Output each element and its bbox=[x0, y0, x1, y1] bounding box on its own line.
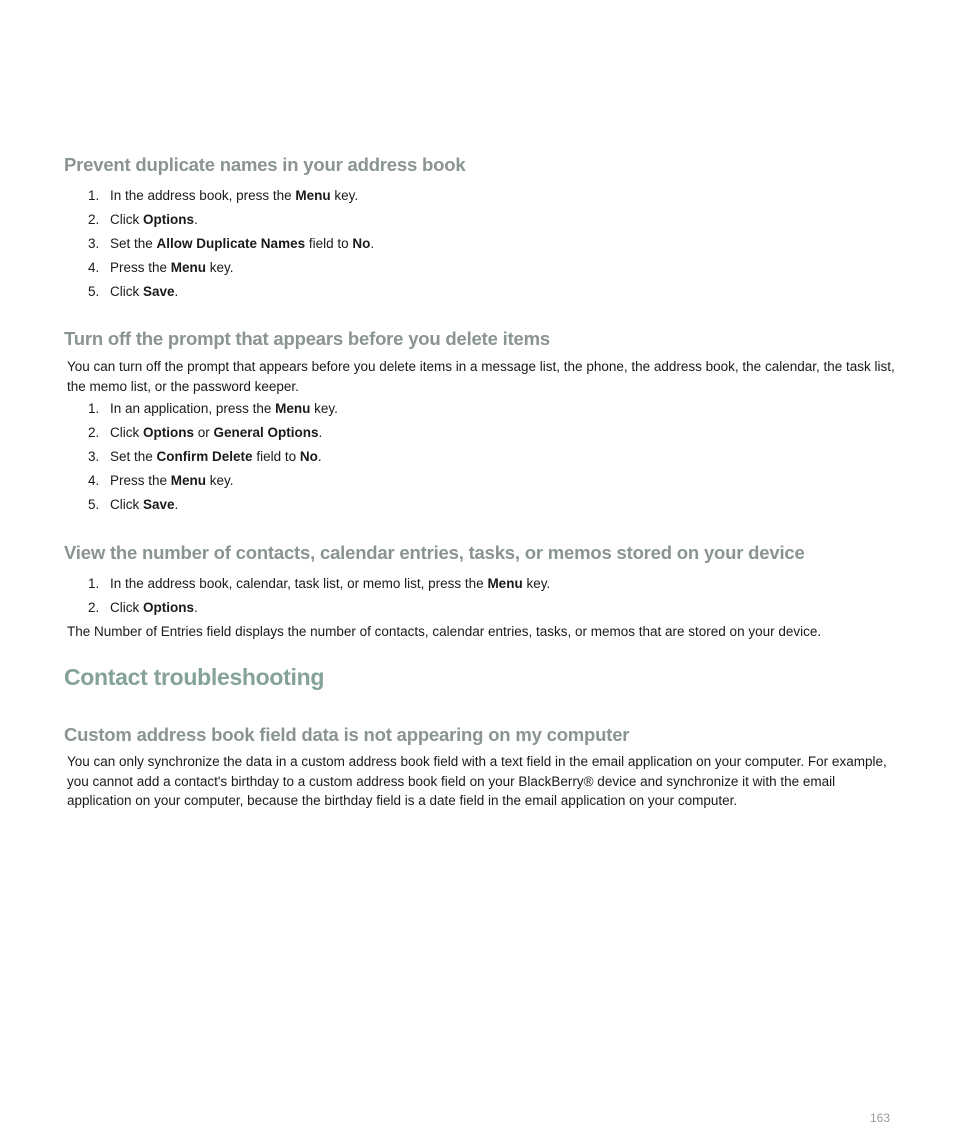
step-item: 2. Click Options. bbox=[88, 600, 198, 615]
step-item: 3. Set the Allow Duplicate Names field to No. bbox=[88, 236, 375, 251]
steps-delete-prompt bbox=[88, 397, 888, 517]
step-item: 1. In the address book, press the Menu key. bbox=[88, 188, 359, 203]
step-item: 2. Click Options. bbox=[88, 212, 198, 227]
steps-prevent-duplicates bbox=[88, 184, 888, 304]
heading-custom-field: Custom address book field data is not appearing on my computer bbox=[64, 724, 630, 745]
body-custom-field: You can only synchronize the data in a custom address book field with a text field in the email application on your computer. For example, you cannot add a contact's birthday to a custom address book field on your BlackBerry® device and synchronize it with the email application on your computer, because the birthday field is a date field in the email application on your computer. bbox=[67, 754, 887, 808]
page-number: 163 bbox=[869, 1111, 890, 1125]
heading-prevent-duplicates: Prevent duplicate names in your address book bbox=[64, 154, 466, 175]
step-item: 2. Click Options or General Options. bbox=[88, 425, 323, 440]
step-item: 5. Click Save. bbox=[88, 284, 179, 299]
heading-delete-prompt: Turn off the prompt that appears before you delete items bbox=[64, 328, 550, 349]
step-item: 1. In an application, press the Menu key. bbox=[88, 401, 338, 416]
step-item: 1. In the address book, calendar, task list, or memo list, press the Menu key. bbox=[88, 576, 551, 591]
intro-delete-prompt: You can turn off the prompt that appears before you delete items in a message list, the phone, the address book, the calendar, the task list, the memo list, or the password keeper. bbox=[67, 359, 895, 394]
step-item: 4. Press the Menu key. bbox=[88, 260, 234, 275]
step-item: 3. Set the Confirm Delete field to No. bbox=[88, 449, 322, 464]
outro-view-number: The Number of Entries field displays the number of contacts, calendar entries, tasks, or memos that are stored on your device. bbox=[67, 624, 822, 639]
step-item: 4. Press the Menu key. bbox=[88, 473, 234, 488]
heading-contact-troubleshooting: Contact troubleshooting bbox=[64, 664, 325, 690]
step-item: 5. Click Save. bbox=[88, 497, 179, 512]
heading-view-number: View the number of contacts, calendar entries, tasks, or memos stored on your device bbox=[64, 542, 805, 563]
steps-view-number bbox=[88, 572, 888, 620]
